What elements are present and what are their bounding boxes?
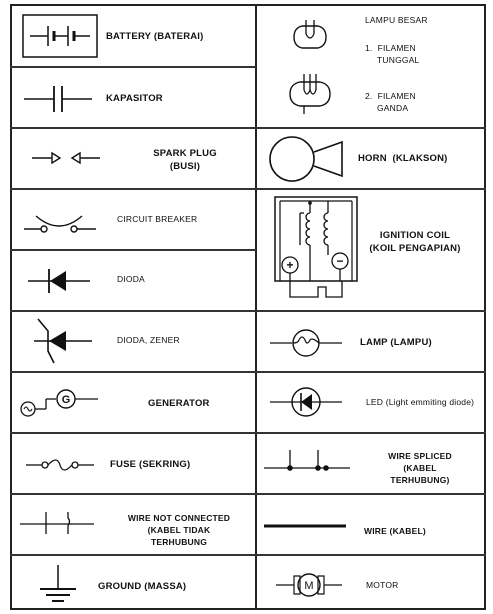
ground-icon	[34, 563, 82, 607]
lamp-label: LAMP (LAMPU)	[360, 337, 432, 348]
headlamp-item-2: 2. FILAMEN	[365, 91, 416, 101]
fuse-label: FUSE (SEKRING)	[110, 459, 191, 470]
circuit-breaker-label: CIRCUIT BREAKER	[117, 214, 198, 224]
row-divider	[10, 554, 486, 556]
ignition-coil-icon	[274, 195, 358, 305]
double-filament-lamp-icon	[286, 74, 334, 114]
fuse-icon	[24, 455, 96, 475]
ground-label: GROUND (MASSA)	[98, 581, 187, 592]
led-label: LED (Light emmiting diode)	[366, 397, 475, 407]
battery-label: BATTERY (BATERAI)	[106, 31, 204, 42]
wire-crossing-icon	[18, 510, 96, 536]
row-divider	[10, 371, 486, 373]
wire-spliced-label-line2: (KABEL	[403, 463, 437, 473]
headlamp-item-2-sub: GANDA	[377, 103, 409, 113]
ignition-coil-label-line1: IGNITION COIL	[379, 230, 451, 241]
row-divider	[10, 249, 256, 251]
wire-spliced-icon	[262, 446, 352, 476]
row-divider	[10, 188, 486, 190]
spark-plug-label-line2: (BUSI)	[169, 161, 201, 172]
column-divider	[255, 4, 257, 610]
circuit-breaker-icon	[22, 208, 98, 238]
horn-label: HORN (KLAKSON)	[358, 153, 448, 164]
wire-label: WIRE (KABEL)	[364, 526, 426, 536]
battery-icon	[22, 14, 98, 58]
motor-icon	[274, 568, 344, 602]
horn-icon	[268, 134, 346, 184]
minus-terminal: −	[336, 254, 344, 268]
generator-icon	[18, 387, 100, 419]
headlamp-item-1-sub: TUNGGAL	[377, 55, 420, 65]
wire-spliced-label-line1: WIRE SPLICED	[388, 451, 452, 461]
wire-not-connected-label-line1: WIRE NOT CONNECTED	[127, 513, 231, 523]
led-icon	[268, 385, 344, 419]
row-divider	[10, 493, 486, 495]
headlamp-title: LAMPU BESAR	[365, 15, 428, 25]
capacitor-label: KAPASITOR	[106, 93, 163, 104]
generator-letter: G	[61, 394, 71, 406]
row-divider	[10, 127, 256, 129]
motor-letter: M	[304, 580, 314, 592]
motor-label: MOTOR	[366, 580, 399, 590]
wire-not-connected-label-line2: (KABEL TIDAK	[147, 525, 211, 535]
plus-terminal: +	[286, 258, 294, 272]
row-divider	[10, 310, 486, 312]
zener-diode-icon	[32, 317, 94, 365]
spark-plug-icon	[30, 150, 102, 166]
headlamp-item-1: 1. FILAMEN	[365, 43, 416, 53]
single-filament-lamp-icon	[290, 20, 330, 54]
wire-icon	[262, 520, 348, 532]
diode-label: DIODA	[117, 274, 145, 284]
row-divider	[10, 432, 486, 434]
ignition-coil-label-line2: (KOIL PENGAPIAN)	[369, 243, 461, 254]
lamp-icon	[268, 328, 344, 358]
zener-label: DIODA, ZENER	[117, 335, 180, 345]
capacitor-icon	[22, 84, 94, 114]
spark-plug-label-line1: SPARK PLUG	[153, 148, 217, 159]
row-divider	[10, 66, 256, 68]
row-divider	[256, 127, 486, 129]
wire-not-connected-label-line3: TERHUBUNG	[150, 537, 208, 547]
diode-icon	[26, 266, 92, 296]
wire-spliced-label-line3: TERHUBUNG)	[390, 475, 450, 485]
generator-label: GENERATOR	[148, 398, 210, 409]
